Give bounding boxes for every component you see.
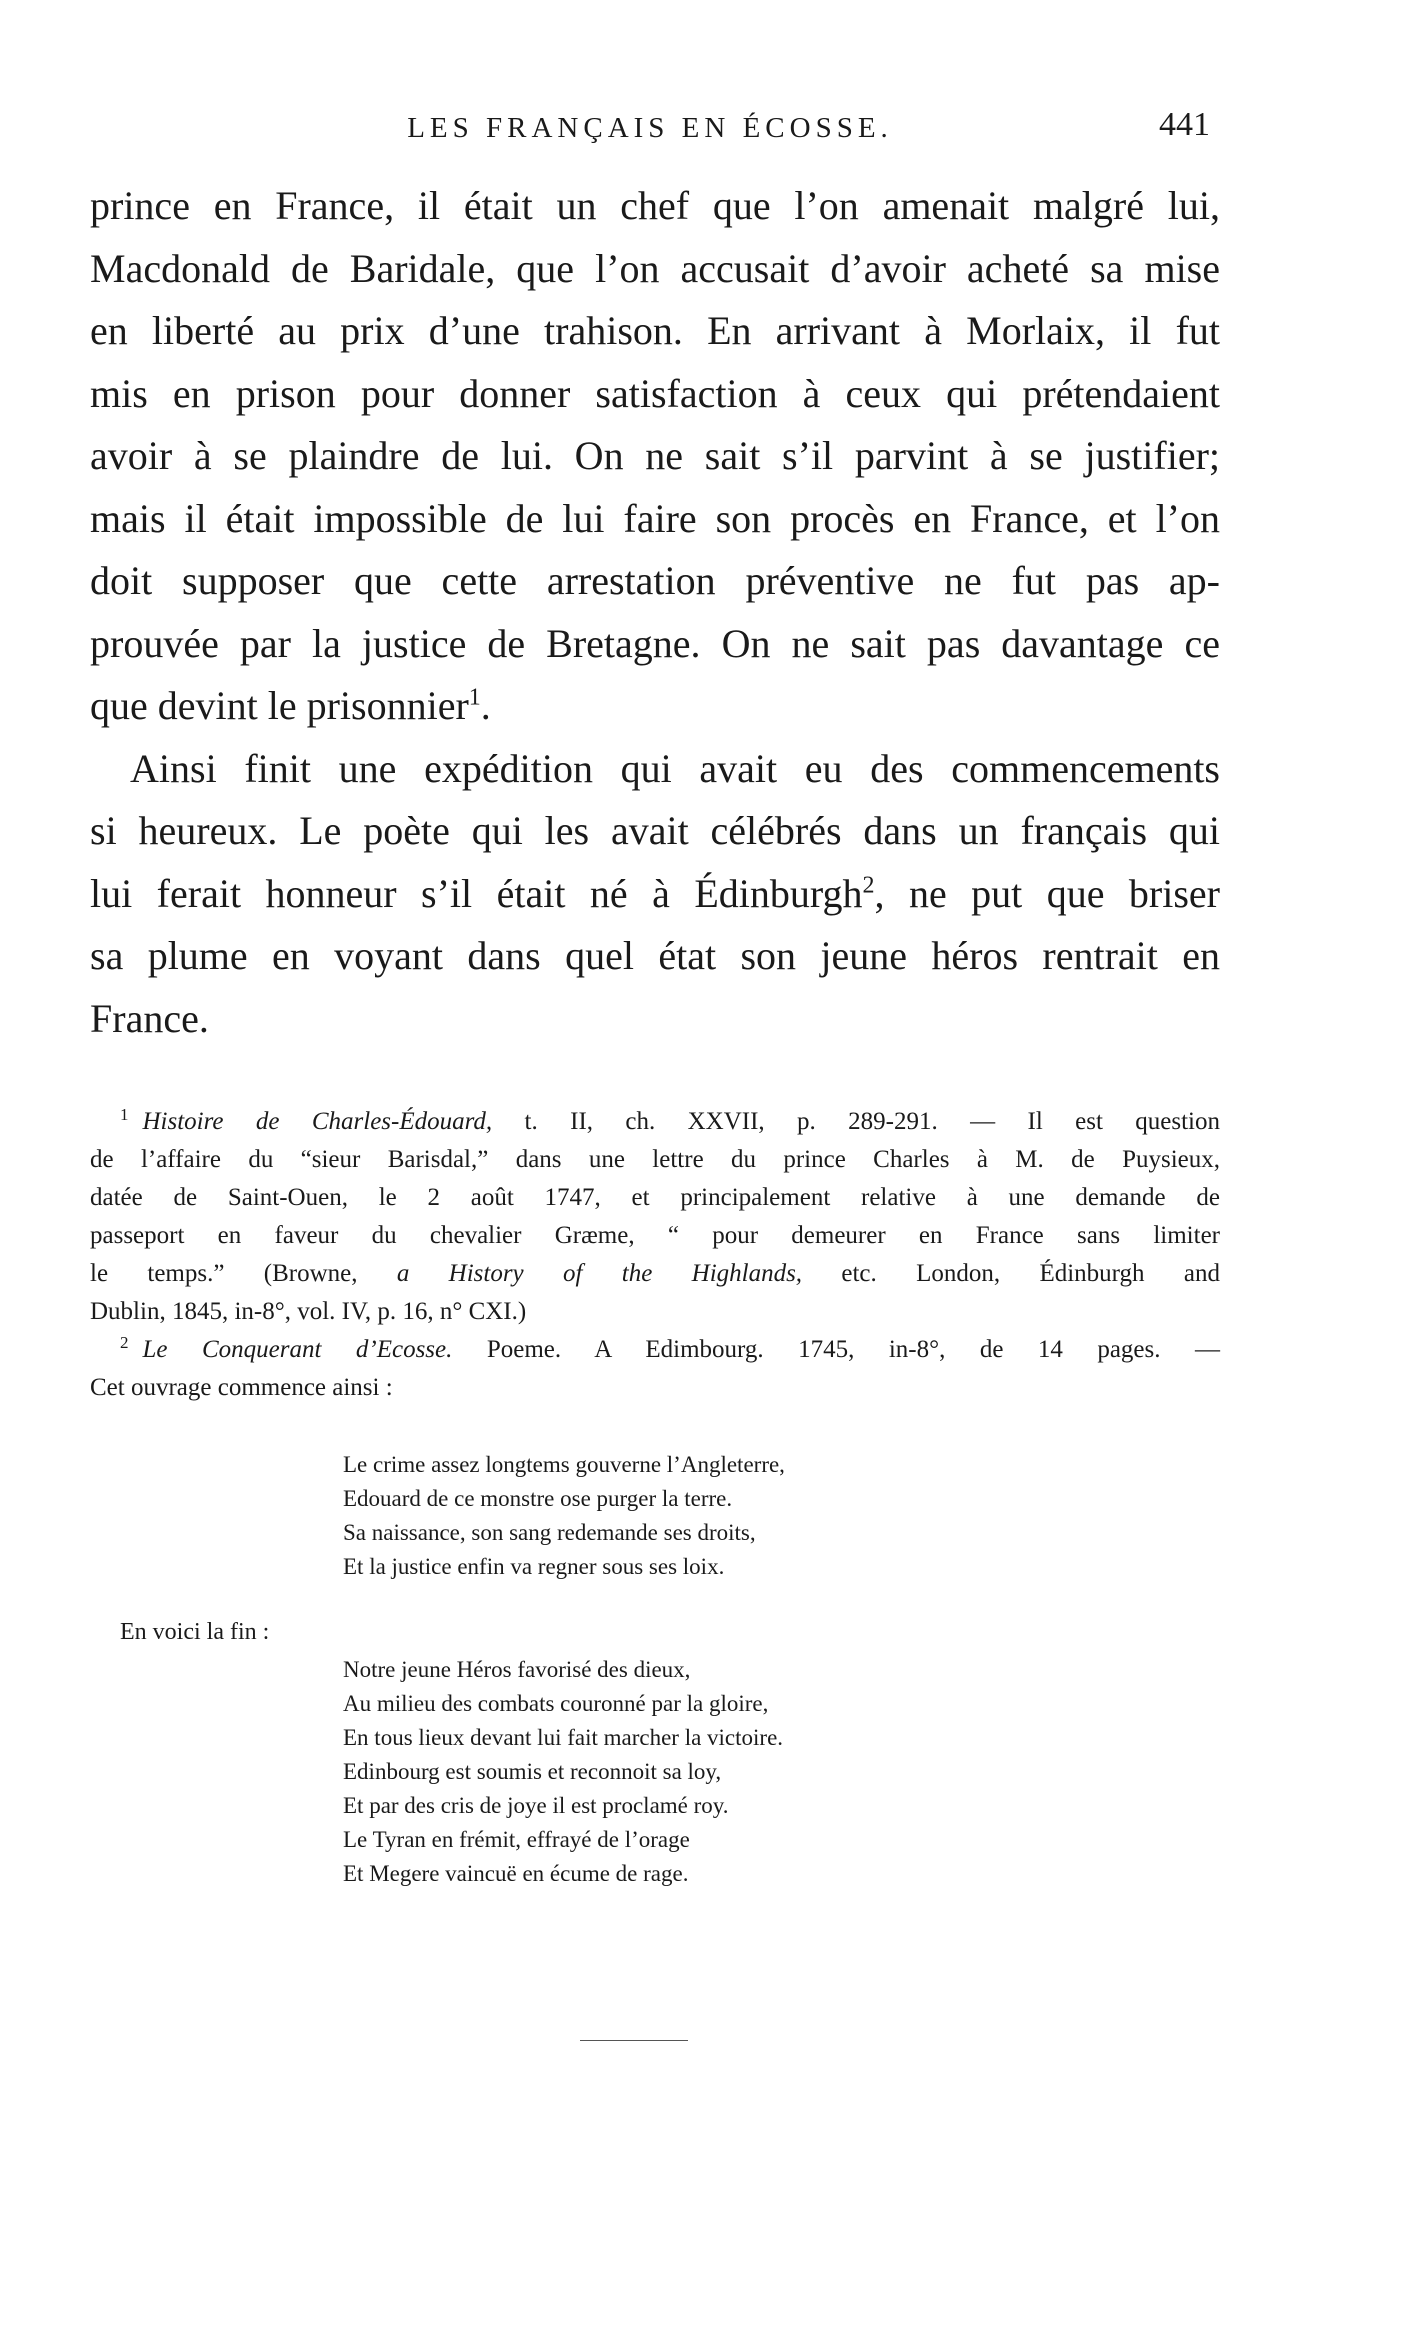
verse-line: Edouard de ce monstre ose purger la terre. <box>343 1486 733 1511</box>
footnote-title: Histoire de Charles-Édouard, <box>142 1108 493 1135</box>
verse-line: Et Megere vaincuë en écume de rage. <box>343 1861 689 1886</box>
footnote-2-line: Cet ouvrage commence ainsi : <box>90 1374 393 1401</box>
footnote-1-line: passeport en faveur du chevalier Græme, “ pour demeurer en France sans limiter <box>90 1222 1220 1249</box>
verse-line: Le Tyran en frémit, effrayé de l’orage <box>343 1827 690 1852</box>
body-text <box>90 175 1220 1050</box>
running-title: LES FRANÇAIS EN ÉCOSSE. <box>407 112 893 144</box>
footnote-1-line: de l’affaire du “sieur Barisdal,” dans une lettre du prince Charles à M. de Puysieux, <box>90 1146 1220 1173</box>
poem-start <box>343 1448 785 1584</box>
footnote-title: a History of the Highlands, <box>396 1260 803 1287</box>
body-line-text: lui ferait honneur s’il était né à Édinburgh <box>90 870 863 916</box>
verse-line: Et par des cris de joye il est proclamé roy. <box>343 1793 729 1818</box>
body-line: avoir à se plaindre de lui. On ne sait s’il parvint à se justifier; <box>90 433 1220 478</box>
body-line: mis en prison pour donner satisfaction à ceux qui prétendaient <box>90 370 1220 416</box>
footnote-1-line: Dublin, 1845, in-8°, vol. IV, p. 16, n° CXI.) <box>90 1298 527 1325</box>
poem-end-intro: En voici la fin : <box>120 1619 270 1645</box>
footnote-title: Le Conquerant d’Ecosse. <box>142 1336 453 1363</box>
verse-line: Notre jeune Héros favorisé des dieux, <box>343 1657 691 1682</box>
footnote-number: 1 <box>120 1104 129 1124</box>
footnote-text: t. II, ch. XXVII, p. 289-291. — Il est question <box>492 1108 1221 1135</box>
verse-line: Sa naissance, son sang redemande ses droits, <box>343 1520 756 1545</box>
footnotes <box>90 1103 1220 1407</box>
footnote-2-line <box>90 1331 1220 1369</box>
body-line <box>90 675 1220 738</box>
body-line: en liberté au prix d’une trahison. En arrivant à Morlaix, il fut <box>90 308 1220 353</box>
body-line-text: que devint le prisonnier <box>90 683 469 728</box>
body-line: si heureux. Le poète qui les avait célébrés dans un français qui <box>90 808 1220 853</box>
footnote-ref-2: 2 <box>862 872 875 899</box>
running-head <box>90 106 1210 152</box>
body-line: Macdonald de Baridale, que l’on accusait d’avoir acheté sa mise <box>90 245 1220 291</box>
verse-line: Le crime assez longtems gouverne l’Angleterre, <box>343 1452 785 1477</box>
body-line: France. <box>90 995 209 1041</box>
body-line-text: , ne put que briser <box>874 870 1220 916</box>
body-line: sa plume en voyant dans quel état son jeune héros rentrait en <box>90 933 1220 978</box>
footnote-number: 2 <box>120 1332 129 1352</box>
body-line <box>90 863 1220 926</box>
footnote-ref-1: 1 <box>468 684 481 711</box>
footnote-1-line <box>90 1103 1220 1141</box>
footnote-text: etc. London, Édinburgh and <box>802 1260 1220 1287</box>
body-line: mais il était impossible de lui faire son procès en France, et l’on <box>90 495 1220 541</box>
body-line: prince en France, il était un chef que l’on amenait malgré lui, <box>90 183 1220 228</box>
verse-line: Et la justice enfin va regner sous ses loix. <box>343 1554 725 1579</box>
body-line: prouvée par la justice de Bretagne. On ne sait pas davantage ce <box>90 620 1220 666</box>
page-number: 441 <box>1159 106 1210 143</box>
body-line: doit supposer que cette arrestation préventive ne fut pas ap- <box>90 558 1220 603</box>
verse-line: Au milieu des combats couronné par la gloire, <box>343 1691 769 1716</box>
verse-line: En tous lieux devant lui fait marcher la victoire. <box>343 1725 784 1750</box>
body-line: Ainsi finit une expédition qui avait eu des commencements <box>130 745 1220 791</box>
end-rule <box>580 2040 688 2041</box>
poem-end <box>343 1653 783 1891</box>
footnote-text: le temps.” (Browne, <box>90 1260 397 1287</box>
footnote-text: Poeme. A Edimbourg. 1745, in-8°, de 14 pages. — <box>452 1336 1220 1363</box>
footnote-1-line: datée de Saint-Ouen, le 2 août 1747, et principalement relative à une demande de <box>90 1184 1220 1211</box>
footnote-1-line <box>90 1255 1220 1293</box>
verse-line: Edinbourg est soumis et reconnoit sa loy, <box>343 1759 722 1784</box>
period: . <box>480 683 491 728</box>
